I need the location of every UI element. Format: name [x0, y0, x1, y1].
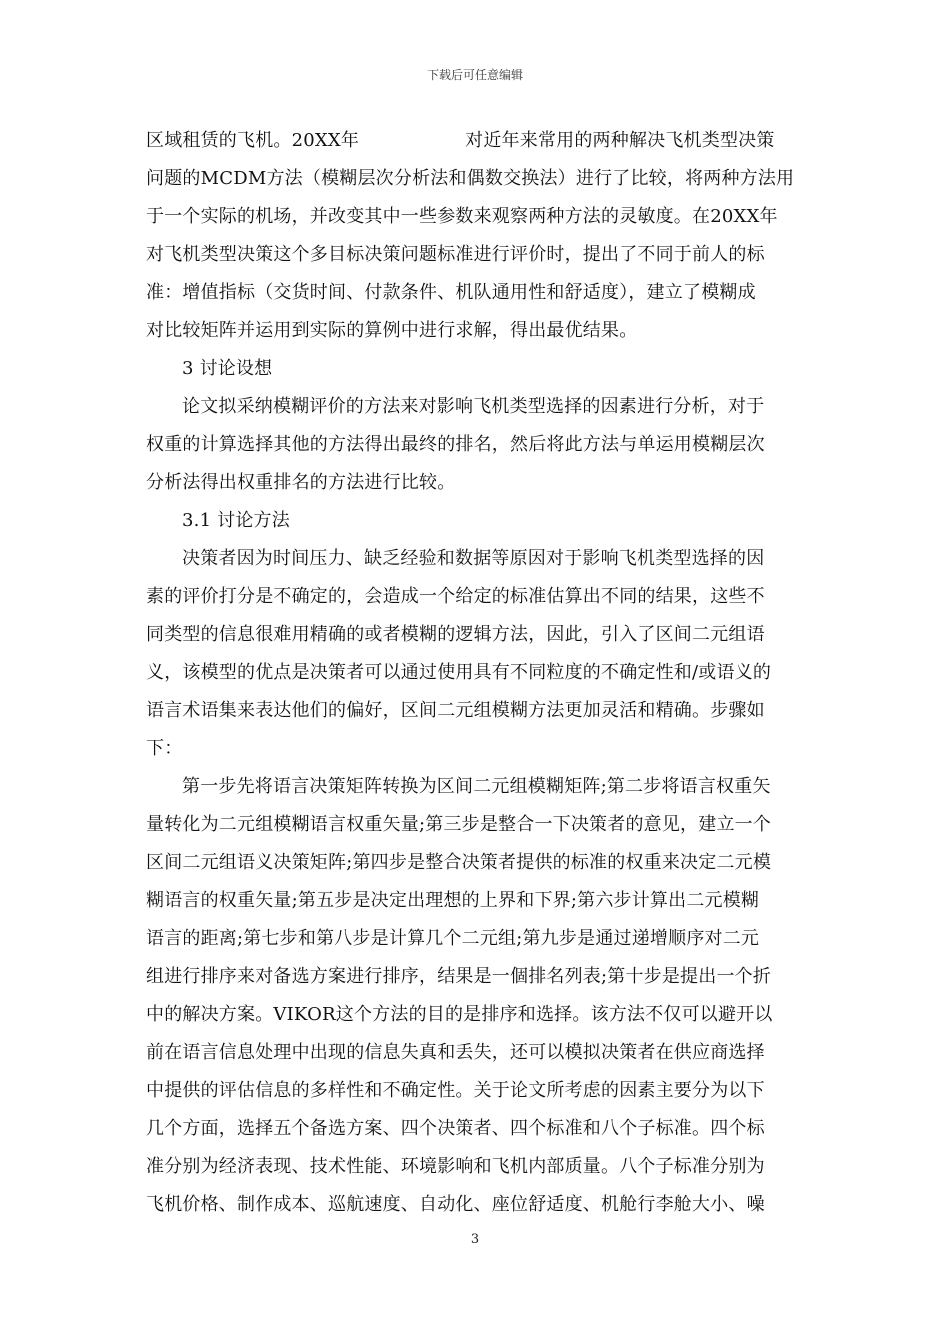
paragraph [146, 540, 808, 768]
text-line: 义，该模型的优点是决策者可以通过使用具有不同粒度的不确定性和/或语义的 [146, 662, 772, 683]
subsection-heading: 3.1 讨论方法 [182, 510, 290, 531]
text-line: 区间二元组语义决策矩阵;第四步是整合决策者提供的标准的权重来决定二元模 [146, 852, 772, 873]
text-line: 权重的计算选择其他的方法得出最终的排名，然后将此方法与单运用模糊层次 [146, 434, 765, 455]
text-line: 下： [146, 738, 183, 759]
text-line: 问题的MCDM方法（模糊层次分析法和偶数交换法）进行了比较，将两种方法用 [146, 168, 795, 189]
text-line: 糊语言的权重矢量;第五步是决定出理想的上界和下界;第六步计算出二元模糊 [146, 890, 760, 911]
text-line: 几个方面，选择五个备选方案、四个决策者、四个标准和八个子标准。四个标 [146, 1118, 765, 1139]
page-number: 3 [470, 1232, 480, 1247]
text-line: 决策者因为时间压力、缺乏经验和数据等原因对于影响飞机类型选择的因 [182, 548, 765, 569]
text-line: 同类型的信息很难用精确的或者模糊的逻辑方法，因此，引入了区间二元组语 [146, 624, 765, 645]
paragraph [146, 388, 808, 502]
text-line: 飞机价格、制作成本、巡航速度、自动化、座位舒适度、机舱行李舱大小、噪 [146, 1194, 765, 1215]
text-line: 第一步先将语言决策矩阵转换为区间二元组模糊矩阵;第二步将语言权重矢 [182, 776, 771, 797]
document-body [146, 122, 808, 1224]
text-line: 语言术语集来表达他们的偏好，区间二元组模糊方法更加灵活和精确。步骤如 [146, 700, 765, 721]
page-header: 下载后可任意编辑 [426, 68, 523, 82]
text-line: 前在语言信息处理中出现的信息失真和丢失，还可以模拟决策者在供应商选择 [146, 1042, 765, 1063]
text-line: 组进行排序来对备选方案进行排序，结果是一個排名列表;第十步是提出一个折 [146, 966, 772, 987]
text-line: 中的解决方案。VIKOR这个方法的目的是排序和选择。该方法不仅可以避开以 [146, 1004, 773, 1025]
text-line-end: 对近年来常用的两种解决飞机类型决策 [465, 130, 775, 151]
text-line: 语言的距离;第七步和第八步是计算几个二元组;第九步是通过递增顺序对二元 [146, 928, 760, 949]
text-line: 准分别为经济表现、技术性能、环境影响和飞机内部质量。八个子标准分别为 [146, 1156, 765, 1177]
text-line: 论文拟采纳模糊评价的方法来对影响飞机类型选择的因素进行分析，对于 [182, 396, 765, 417]
text-line: 于一个实际的机场，并改变其中一些参数来观察两种方法的灵敏度。在20XX年 [146, 206, 778, 227]
text-line: 中提供的评估信息的多样性和不确定性。关于论文所考虑的因素主要分为以下 [146, 1080, 765, 1101]
text-line-start: 区域租赁的飞机。20XX年 [146, 130, 360, 151]
text-line: 分析法得出权重排名的方法进行比较。 [146, 472, 456, 493]
section-heading: 3 讨论设想 [182, 358, 273, 379]
text-line: 对飞机类型决策这个多目标决策问题标准进行评价时，提出了不同于前人的标 [146, 244, 765, 265]
paragraph [146, 768, 808, 1224]
text-line: 对比较矩阵并运用到实际的算例中进行求解，得出最优结果。 [146, 320, 638, 341]
text-line: 准：增值指标（交货时间、付款条件、机队通用性和舒适度），建立了模糊成 [146, 282, 756, 303]
text-line [146, 122, 808, 160]
text-line: 量转化为二元组模糊语言权重矢量;第三步是整合一下决策者的意见，建立一个 [146, 814, 772, 835]
text-line: 素的评价打分是不确定的，会造成一个给定的标准估算出不同的结果，这些不 [146, 586, 765, 607]
paragraph [146, 122, 808, 350]
